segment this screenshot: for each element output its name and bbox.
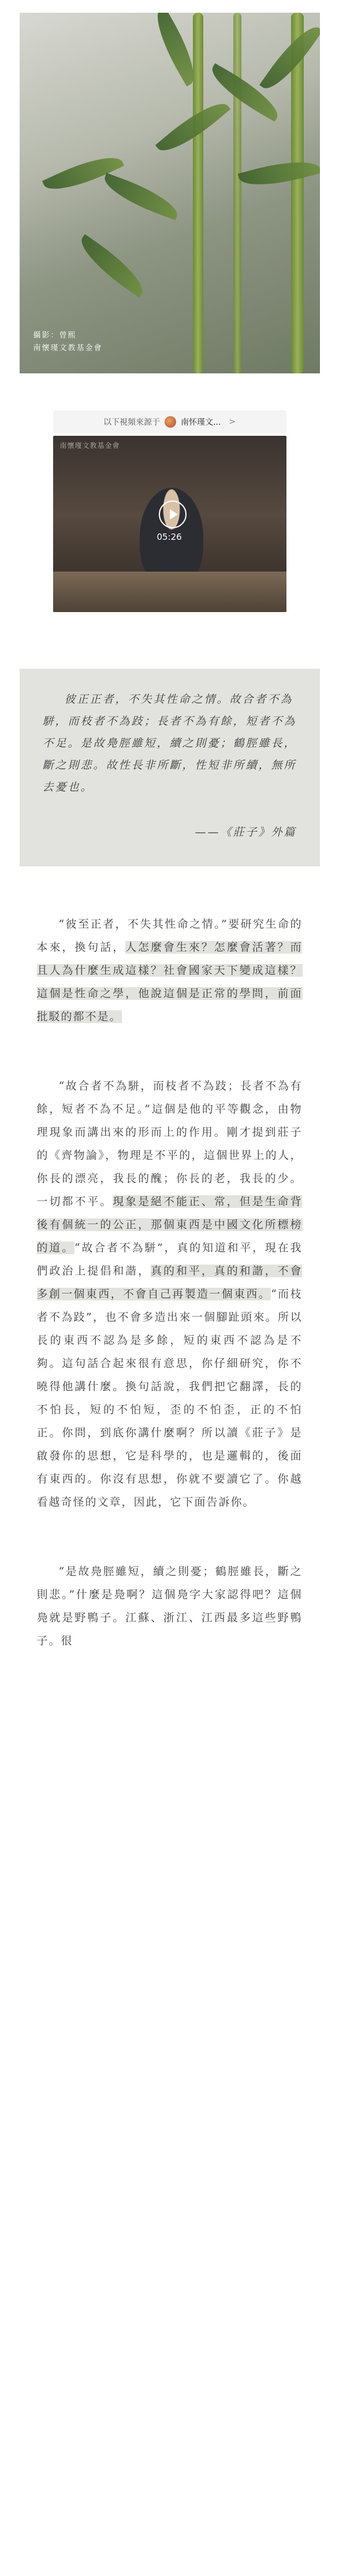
channel-name[interactable]: 南怀瑾文... [180,418,221,427]
text-run: “彼至正者，不失其性命之情。”要研究生命的本來，換句話， [36,918,303,954]
highlighted-text: 人怎麼會生來？怎麼會活著？而且人為什麼生成這樣？社會國家天下變成這樣？這個是性命之學，他說這個是正常的學問，前面批駁的都不是。 [36,941,303,1023]
article-body [37,913,303,1652]
quote-attribution: ——《莊子》外篇 [195,826,297,839]
video-player[interactable] [53,436,286,612]
video-source-bar[interactable] [53,410,286,433]
channel-avatar-icon [165,416,176,428]
bamboo-leaf [237,153,319,194]
bamboo-stalk [193,13,203,373]
paragraph [37,1074,303,1514]
paragraph [37,1560,303,1652]
video-duration: 05:26 [157,532,182,542]
text-run: “故合者不為駢，而枝者不為跂；長者不為有餘，短者不為不足。”這個是他的平等觀念，由物理現象而講出來的形而上的作用。剛才提到莊子的《齊物論》，物理是不平的，這個世界上的人，你長的漂亮，我長的醜；你長的老，我長的少。一切都不平。 [36,1080,303,1208]
text-run: “而枝者不為跂”，也不會多造出來一個腳趾頭來。所以長的東西不認為是多餘，短的東西不認為是不夠。這句話合起來很有意思，你仔細研究，你不曉得他講什麼。換句話說，我們把它翻譯，長的不怕長，短的不怕短，歪的不怕歪，正的不怕正。你問，到底你講什麼啊？所以讀《莊子》是啟發你的思想，它是科學的，也是邏輯的，後面有東西的。你沒有思想，你就不要讀它了。你越看越奇怪的文章，因此，它下面告訴你。 [36,1288,303,1508]
video-watermark: 南懷瑾文教基金會 [59,442,120,450]
highlighted-text: 真的和平，真的和諧，不會多創一個東西，不會自己再製造一個東西。 [36,1265,303,1300]
bamboo-photo [20,13,320,373]
article-page [0,13,339,1652]
quote-text: 彼正正者，不失其性命之情。故合者不為駢，而枝者不為跂；長者不為有餘，短者不為不足。是故鳧脛雖短，續之則憂；鶴脛雖長，斷之則悲。故性長非所斷，性短非所續，無所去憂也。 [42,693,297,794]
play-icon[interactable] [159,501,187,528]
quote-block [20,669,320,866]
video-source-prefix: 以下視頻來源于 [103,418,160,427]
highlighted-text: 現象是絕不能正、常，但是生命背後有個統一的公正，那個東西是中國文化所標榜的道。 [36,1195,303,1254]
chevron-right-icon[interactable]: > [229,417,236,427]
bamboo-stalk [233,13,241,373]
text-run: “是故鳧脛雖短，續之則憂；鶴脛雖長，斷之則悲。”什麼是鳧啊？這個鳧字大家認得吧？這個鳧就是野鴨子。江蘇、浙江、江西最多這些野鴨子。很 [36,1565,303,1647]
photo-credit [33,329,103,355]
photo-credit-line: 南懷瑾文教基金會 [33,344,103,353]
photo-credit-line: 攝影：曾熙 [33,331,77,340]
desk [53,572,286,612]
paragraph [37,913,303,1028]
bamboo-leaf [259,18,320,97]
bamboo-leaf [73,234,151,298]
text-run: “故合者不為駢”，真的知道和平，現在我們政治上提倡和諧， [36,1241,303,1277]
bamboo-leaf [42,147,124,200]
bamboo-leaf [99,173,182,220]
